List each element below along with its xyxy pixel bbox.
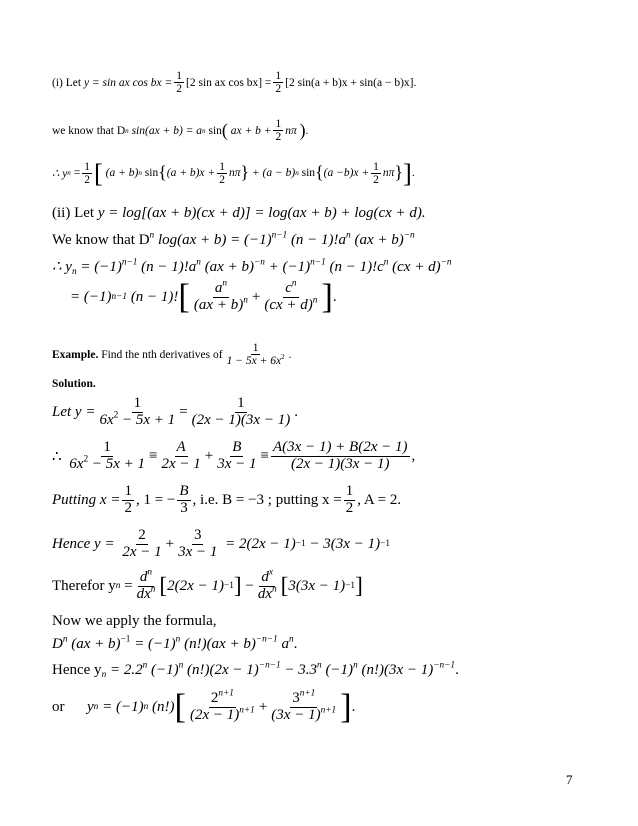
line-we-know-sin: we know that D n sin(ax + b) = a n sin ( ax + b + $\frac{1}{2}$ nπ ) . bbox=[52, 118, 309, 144]
line-hence-yn: Hence $y_n = 2.2^n$ $(-1)^n$ $(n!)(2x - 1)^{-n-1} - 3.3^n$ $(-1)^n$ $(n!)(3x - 1)^{-n-1}$. bbox=[52, 660, 459, 680]
line-we-know-log: We know that $D^n$ $\log(ax + b) = (-1)^{n-1}$ $(n - 1)!a^n$ (ax + b)$^{-n}$ bbox=[52, 230, 415, 248]
line-yn-factored: = (−1) n−1 (n − 1)! [ $a^n$ (ax + b)$^n$ + $\frac{c^n}{(cx + d)^n}$ ] . bbox=[70, 278, 337, 316]
line-yn-sum: ∴ $y_n = (-1)^{n-1}$ $(n - 1)!a^n$ $(ax + b)^{-n} + (-1)^{n-1}$ $(n - 1)!c^n$ (cx + d)$^{-n}$ bbox=[52, 257, 452, 277]
line-ii-let: (ii) Let y = log[(ax + b)(cx + d)] = log(ax + b) + log(cx + d). bbox=[52, 205, 426, 221]
line-now-apply: Now we apply the formula, bbox=[52, 613, 217, 629]
line-formula: $D^n$ $(ax + b)^{-1} = (-1)^n$ (n!)(ax + b)$^{-n-1}$ $a^n$. bbox=[52, 634, 298, 652]
line-let-y: Let y = $\frac{1}{6x^2 - 5x + 1}$ = $\frac{1}{(2x - 1)(3x - 1)}$ . bbox=[52, 395, 298, 428]
line-putting: Putting x = $\frac{1}{2}$ , 1 = − $\frac{B}{3}$ , i.e. B = −3 ; putting x = $\frac{1}{2}$ , A = 2. bbox=[52, 483, 402, 516]
line-hence-y: Hence y = $\frac{2}{2x - 1}$ + $\frac{3}{3x - 1}$ = 2(2x − 1) −1 − 3(3x − 1) −1 bbox=[52, 527, 390, 560]
line-therefore-yn: ∴ y n = $\frac{1}{2}$ [ (a + b) n sin { (a + b)x + $\frac{1}{2}$ nπ } + (a − b) n sin { (a −b)x + $\frac{1}{2}$ nπ } ] . bbox=[52, 158, 415, 188]
example-line: Example. Find the nth derivatives of 1 $1 - 5x + 6x^2$ . bbox=[52, 342, 292, 368]
line-partial-fractions: ∴ 1 $6x^2 - 5x + 1$ ≡ A 2x − 1 + $\frac{B}{3x - 1}$ ≡ A(3x − 1) + B(2x − 1) (2x − 1)(3x − 1) , bbox=[52, 439, 416, 472]
line-or-yn: or y n = (−1) n (n!) [ $2^{n+1}$ $(2x - 1)^{n+1}$ + $\frac{3^{n+1}}{(3x - 1)^{n+1}}$ ] . bbox=[52, 688, 356, 726]
line-therefor-yn: Therefor y n = $d^n$ $dx^n$ [ 2(2x − 1) −1 ] − $d^x$ $dx^n$ [ 3(3x − 1) −1 ] bbox=[52, 567, 363, 602]
line-i-let: (i) Let y = sin ax cos bx = $\frac{1}{2}$ [2 sin ax cos bx] = $\frac{1}{2}$ [2 sin(a + b)x + sin(a − b)x]. bbox=[52, 70, 417, 96]
page-number: 7 bbox=[566, 772, 573, 787]
solution-label: Solution. bbox=[52, 378, 96, 390]
